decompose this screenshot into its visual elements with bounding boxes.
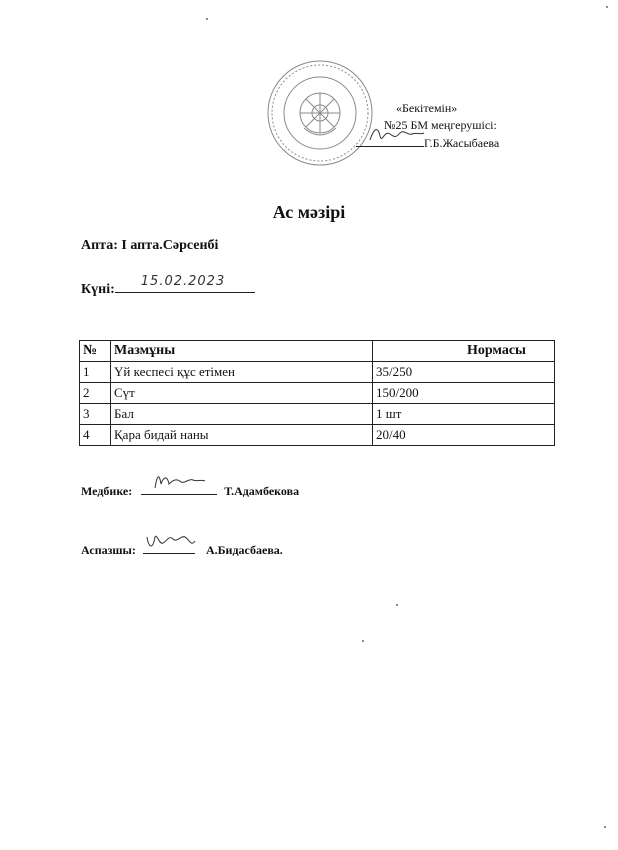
- cook-label: Аспазшы:: [81, 543, 136, 557]
- approval-signature: [366, 124, 426, 146]
- approval-name: Г.Б.Жасыбаева: [424, 136, 500, 150]
- row-norm: 20/40: [373, 425, 555, 446]
- nurse-name: Т.Адамбекова: [224, 484, 300, 498]
- row-item: Қара бидай наны: [111, 425, 373, 446]
- table-row: [80, 404, 555, 425]
- row-number: 3: [80, 404, 111, 425]
- row-norm: 1 шт: [373, 404, 555, 425]
- table-row: [80, 425, 555, 446]
- scan-speck: [606, 6, 608, 8]
- row-number: 1: [80, 362, 111, 383]
- date-line: [115, 276, 255, 293]
- approval-heading: «Бекітемін»: [396, 101, 458, 115]
- row-item: Бал: [111, 404, 373, 425]
- cook-signature: [143, 529, 199, 551]
- row-norm: 150/200: [373, 383, 555, 404]
- row-item: Үй кеспесі құс етімен: [111, 362, 373, 383]
- nurse-label: Медбике:: [81, 484, 133, 498]
- scan-speck: [206, 18, 208, 20]
- approval-block: [380, 100, 499, 152]
- nurse-signature-line: [141, 480, 217, 495]
- page-title: Ас мәзірі: [272, 202, 346, 222]
- scan-speck: [604, 826, 606, 828]
- scan-speck: [396, 604, 398, 606]
- table-row: [80, 362, 555, 383]
- nurse-signature: [149, 470, 209, 492]
- date-row: [81, 276, 255, 298]
- row-item: Сүт: [111, 383, 373, 404]
- approval-position: №25 БМ меңгерушісі:: [384, 118, 497, 132]
- date-label: Күні:: [81, 282, 115, 297]
- week-label: Апта: І апта.Сәрсенбі: [81, 238, 219, 253]
- cook-signature-line: [143, 539, 195, 554]
- nurse-signature-row: [81, 480, 299, 499]
- row-norm: 35/250: [373, 362, 555, 383]
- approval-signature-row: [356, 134, 499, 152]
- date-value: 15.02.2023: [140, 274, 226, 289]
- cook-name: А.Бидасбаева.: [205, 543, 283, 557]
- table-row: [80, 383, 555, 404]
- menu-table: [79, 340, 555, 446]
- row-number: 2: [80, 383, 111, 404]
- scan-speck: [362, 640, 364, 642]
- table-header-row: [80, 341, 555, 362]
- header-norm: Нормасы: [373, 341, 555, 362]
- row-number: 4: [80, 425, 111, 446]
- cook-signature-row: [81, 539, 283, 558]
- header-number: №: [80, 341, 111, 362]
- header-content: Мазмұны: [111, 341, 373, 362]
- approval-signature-line: [356, 134, 424, 147]
